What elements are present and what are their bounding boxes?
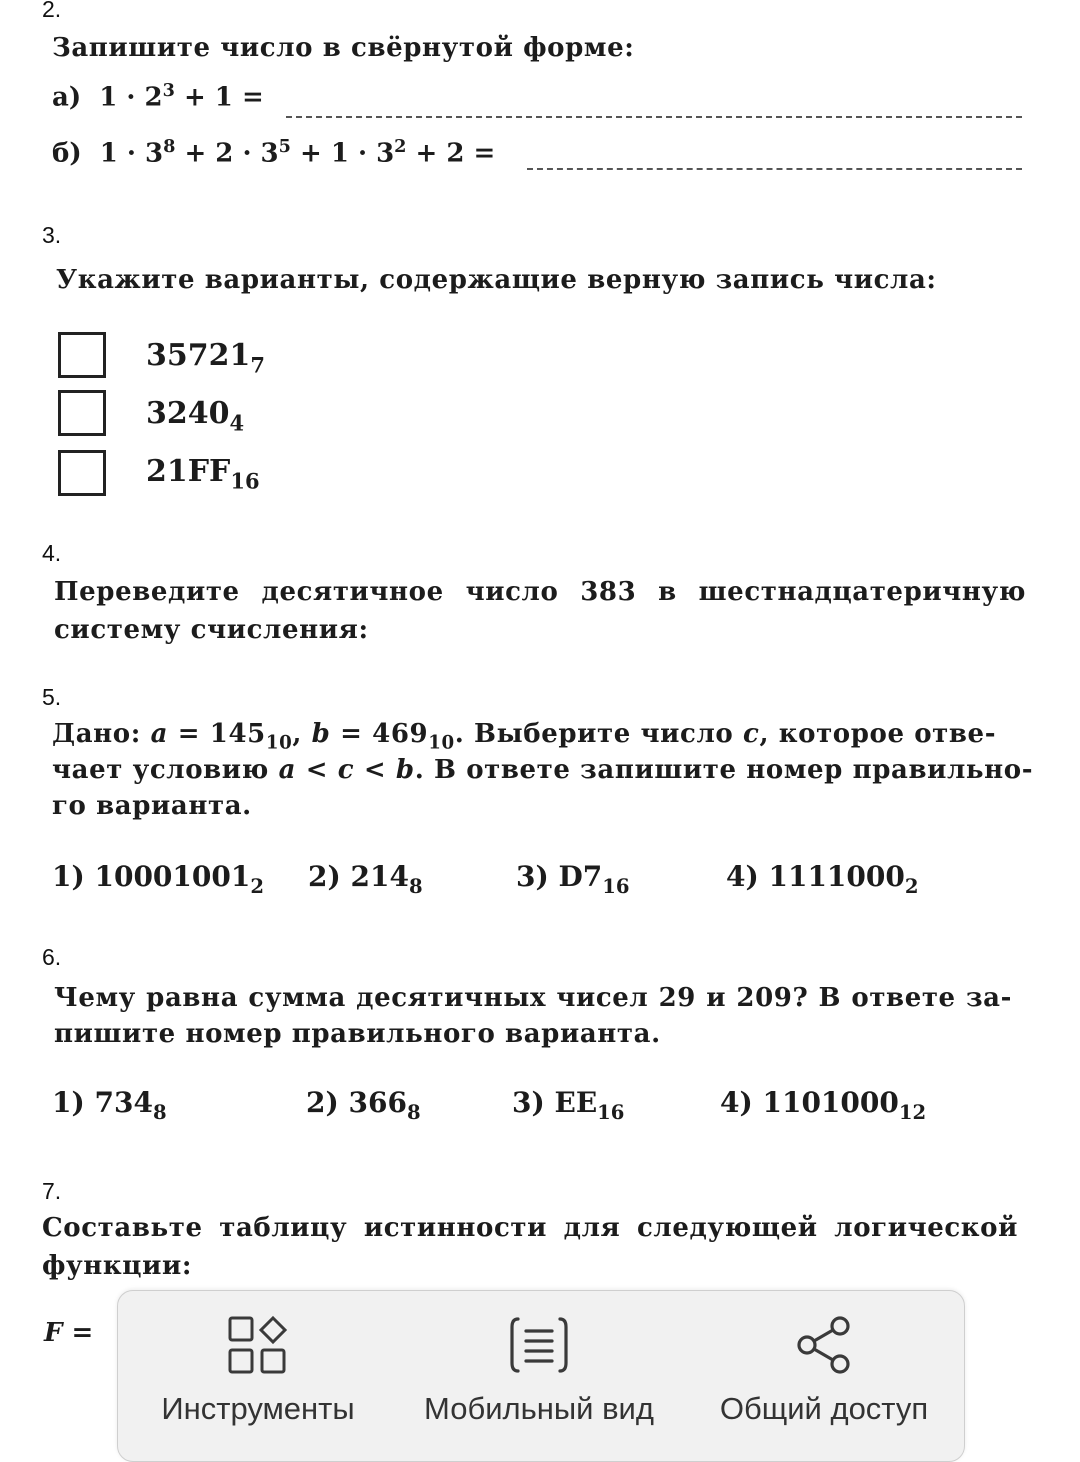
question-5-answer-2: 2) $214_8$ <box>308 860 423 898</box>
checkbox-option-1[interactable] <box>58 332 106 378</box>
option-2-label: $3240_4$ <box>146 396 245 436</box>
share-label: Общий доступ <box>719 1391 929 1426</box>
question-2b-formula: б) $1 \cdot 3^8 + 2 \cdot 3^5 + 1 \cdot 3^2 + 2$ = <box>52 136 496 169</box>
question-6-answer-4: 4) $1101000_{12}$ <box>720 1086 927 1124</box>
question-5-prompt-line-1: Дано: $a = 145_{10}$, $b = 469_{10}$. Выберите число c, которое отве- <box>52 719 997 754</box>
question-2a-formula: а) $1 \cdot 2^3 + 1$ = <box>52 80 264 113</box>
question-2b-label: б) <box>52 138 82 169</box>
question-2a-label: а) <box>52 82 82 113</box>
question-3-number: 3. <box>42 222 62 248</box>
question-6-prompt-line-2: пишите номер правильного варианта. <box>54 1019 661 1049</box>
question-7-prompt-line-1: Составьте таблицу истинности для следующей логической <box>42 1213 1018 1243</box>
bottom-toolbar <box>117 1290 965 1462</box>
question-6-answer-1: 1) $734_8$ <box>52 1086 167 1124</box>
tools-grid-icon <box>227 1315 289 1377</box>
mobile-view-label: Мобильный вид <box>424 1391 654 1426</box>
question-7-number: 7. <box>42 1178 62 1204</box>
question-5-prompt-line-2: чает условию a < c < b. В ответе запишите номер правильно- <box>52 755 1034 785</box>
question-5-number: 5. <box>42 684 62 710</box>
question-2a-answer-line[interactable] <box>286 116 1022 118</box>
tools-label: Инструменты <box>161 1391 355 1426</box>
question-6-answer-2: 2) $366_8$ <box>306 1086 421 1124</box>
question-4-number: 4. <box>42 540 62 566</box>
share-button[interactable] <box>704 1291 944 1441</box>
question-2-number: 2. <box>42 0 62 22</box>
question-7-formula: F = <box>44 1318 94 1348</box>
checkbox-option-2[interactable] <box>58 390 106 436</box>
question-2b-answer-line[interactable] <box>527 168 1022 170</box>
question-4-prompt-line-2: систему счисления: <box>54 615 369 645</box>
question-2-prompt: Запишите число в свёрнутой форме: <box>52 33 635 63</box>
question-6-prompt-line-1: Чему равна сумма десятичных чисел 29 и 209? В ответе за- <box>54 983 1012 1013</box>
mobile-view-button[interactable] <box>414 1291 664 1441</box>
question-3-prompt: Укажите варианты, содержащие верную запись числа: <box>56 265 937 295</box>
share-icon <box>794 1315 854 1375</box>
question-5-answer-1: 1) $10001001_2$ <box>52 860 264 898</box>
question-6-number: 6. <box>42 944 62 970</box>
tools-button[interactable] <box>138 1291 378 1441</box>
question-5-answer-3: 3) $D7_{16}$ <box>516 860 630 898</box>
question-7-prompt-line-2: функции: <box>42 1251 193 1281</box>
question-6-answer-3: 3) $EE_{16}$ <box>512 1086 625 1124</box>
question-5-answer-4: 4) $1111000_2$ <box>726 860 919 898</box>
question-4-prompt-line-1: Переведите десятичное число 383 в шестнадцатеричную <box>54 577 1026 607</box>
checkbox-option-3[interactable] <box>58 450 106 496</box>
option-3-label: $21FF_{16}$ <box>146 454 260 494</box>
question-5-prompt-line-3: го варианта. <box>52 791 252 821</box>
mobile-view-icon <box>508 1315 570 1375</box>
option-1-label: $35721_7$ <box>146 338 265 378</box>
